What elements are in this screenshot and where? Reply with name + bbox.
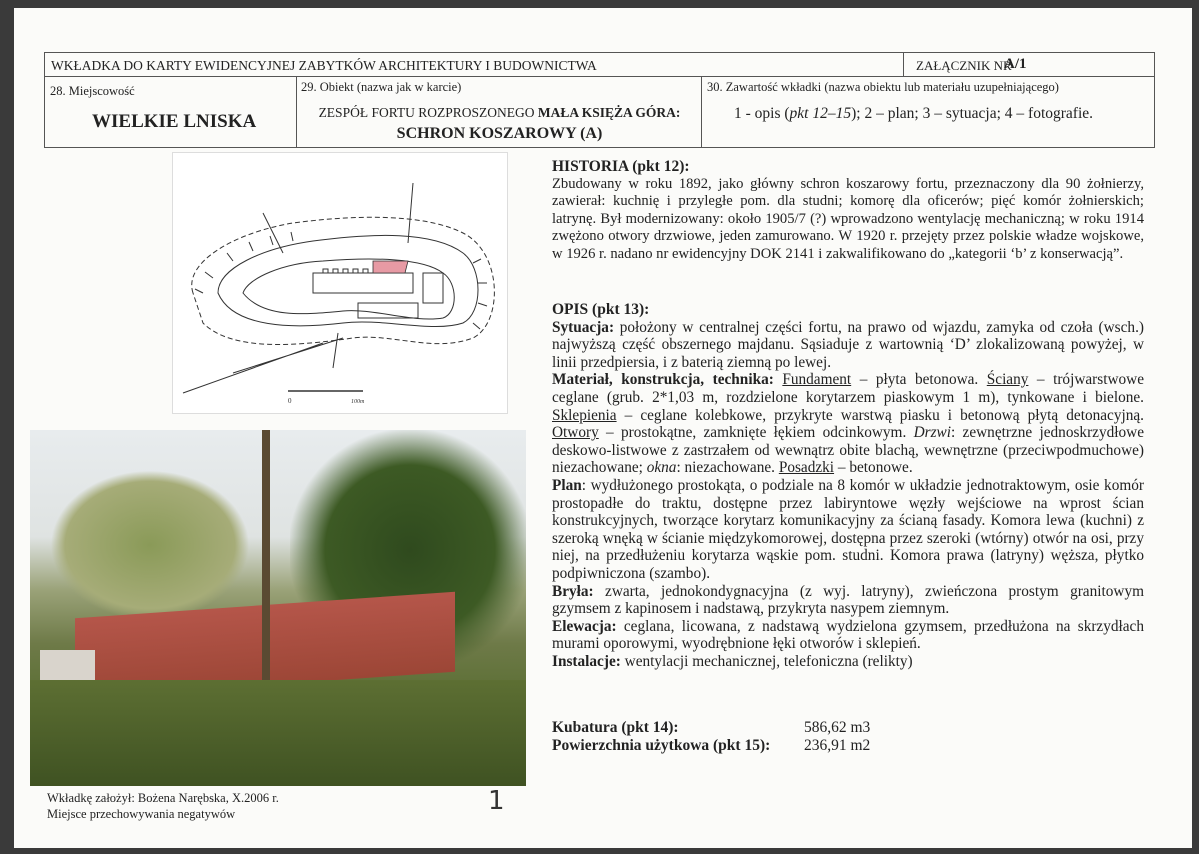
locality-cell	[45, 77, 297, 147]
scale-end: 100m	[351, 399, 365, 405]
opis-paragraph	[552, 618, 1144, 653]
fort-plan-drawing	[172, 152, 508, 414]
opis-paragraph	[552, 477, 1144, 583]
opis-text-segment: – ceglane kolebkowe, przykryte warstwą piasku i betonową płytą detonacyjną.	[616, 406, 1144, 424]
scale-start: 0	[288, 397, 292, 405]
opis-paragraph	[552, 319, 1144, 372]
footer-negatives: Miejsce przechowywania negatywów	[47, 807, 236, 821]
tree-foliage	[50, 470, 250, 620]
object-fort-name: MAŁA KSIĘŻA GÓRA:	[537, 105, 681, 120]
header-table	[44, 52, 1155, 148]
locality-value: WIELKIE LNISKA	[92, 111, 257, 132]
undergrowth	[30, 680, 526, 786]
object-cell	[297, 77, 702, 147]
opis-text-segment: Bryła:	[552, 582, 594, 600]
opis-text-segment: zwarta, jednokondygnacyjna (z wyj. latryny), zwieńczona prostym granitowym gzymsem z kapinosem i nadstawą, przykryta nasypem ziemnym.	[552, 582, 1144, 618]
historia-heading: HISTORIA (pkt 12):	[552, 158, 690, 175]
opis-paragraph	[552, 653, 1144, 671]
powierzchnia-value: 236,91 m2	[804, 737, 871, 754]
opis-paragraph	[552, 371, 1144, 477]
opis-text-segment: Elewacja:	[552, 617, 617, 635]
object-label: 29. Obiekt (nazwa jak w karcie)	[301, 80, 462, 94]
opis-text-segment: ceglana, licowana, z nadstawą wydzielona gzymsem, przedłużona na skrzydłach murami oporowymi, wyodrębnione łęki otworów i sklepień.	[552, 617, 1144, 653]
opis-text-segment: Posadzki	[778, 459, 835, 477]
opis-text-segment: : wydłużonego prostokąta, o podziale na 8 komór w układzie jednotraktowym, osie komór prostopadłe do traktu, dostępne przez labiryntowe węzły wejściowe na wprost ścian konstrukcyjnych, tworzące korytarz komunikacyjny za ścianą fasady. Komora lewa (kuchni) z szeroką wnęką w ścianie międzykomorowej, dostępna przez szeroki (wtórny) otwór na osi, przy niej, na przedłużeniu korytarza wąskie pom. studni. Komora prawa (latryny) węższa, płytko podpiwniczona (szambo).	[552, 476, 1144, 582]
opis-text-segment: – prostokątne, zamknięte łękiem odcinkowym.	[598, 424, 914, 442]
document-page	[14, 8, 1192, 848]
opis-paragraphs	[552, 319, 1144, 671]
opis-text-segment: Ściany	[986, 371, 1029, 389]
opis-text-segment: Sytuacja:	[552, 318, 615, 336]
opis-text-segment: wentylacji mechanicznej, telefoniczna (relikty)	[620, 652, 913, 670]
opis-text-segment: Instalacje:	[552, 652, 621, 670]
attachment-value: A/1	[1004, 56, 1027, 72]
opis-text-segment: Sklepienia	[552, 406, 617, 424]
object-line1	[297, 105, 702, 121]
bunker-photo	[30, 430, 526, 786]
header-title-cell	[45, 53, 904, 77]
object-name: SCHRON KOSZAROWY (A)	[396, 125, 603, 142]
handwritten-page-number: 1	[488, 786, 505, 816]
opis-heading: OPIS (pkt 13):	[552, 301, 650, 318]
footer-author: Wkładkę założył: Bożena Narębska, X.2006 r.	[47, 791, 279, 805]
metrics	[552, 719, 770, 755]
kubatura-value: 586,62 m3	[804, 719, 871, 736]
opis-text-segment: Otwory	[552, 424, 599, 442]
opis-text-segment: – trójwarstwowe ceglane (grub. 2*1,03 m, rozdzielone korytarzem piaskowym 1 m), tynkowane i bielone.	[552, 371, 1144, 406]
historia-text: Zbudowany w roku 1892, jako główny schron koszarowy fortu, przeznaczony dla 90 żołnierzy, zawierał: kuchnię i przyległe pom. dla studni; komorę dla oficerów; pięć komór żołnierskich; latrynę. Był modernizowany: około 1905/7 (?) wprowadzono wentylację mechaniczną; w roku 1914 zwężono otwory drzwiowe, jeden zamurowano. W 1920 r. przejęty przez polskie władze wojskowe, w 1926 r. nadano nr ewidencyjny DOK 2141 i zakwalifikowano do „kategorii ‘b’ z konserwacją”.	[552, 175, 1144, 262]
opis-text-segment: – betonowe.	[834, 459, 913, 477]
opis-text-segment: – płyta betonowa.	[851, 371, 987, 389]
content-value: 1 - opis (pkt 12–15); 2 – plan; 3 – sytuacja; 4 – fotografie.	[734, 105, 1094, 122]
opis-text-segment: Fundament	[782, 371, 852, 389]
opis-text-segment: okna	[646, 459, 677, 477]
opis-text-segment: położony w centralnej części fortu, na prawo od wjazdu, zamyka od czoła (wsch.) najwyższą część obszernego majdanu. Sąsiaduje z wartownią ‘D’ zlokalizowaną powyżej, w linii przedpiersia, i z baterią ziemną po lewej.	[552, 318, 1144, 371]
attachment-label: ZAŁĄCZNIK NR	[916, 58, 1012, 73]
opis-text-segment: Plan	[552, 476, 582, 494]
content-cell	[702, 77, 1154, 147]
attachment-cell	[904, 53, 1154, 77]
form-title: WKŁADKA DO KARTY EWIDENCYJNEJ ZABYTKÓW ARCHITEKTURY I BUDOWNICTWA	[51, 58, 597, 73]
fort-plan-svg	[173, 153, 507, 413]
kubatura-label: Kubatura (pkt 14):	[552, 719, 679, 736]
footer	[47, 790, 279, 822]
object-ensemble: ZESPÓŁ FORTU ROZPROSZONEGO	[318, 105, 535, 120]
historia-section	[552, 158, 1144, 264]
opis-section	[552, 301, 1144, 670]
opis-text-segment: Materiał, konstrukcja, technika:	[552, 371, 774, 389]
opis-text-segment: : zewnętrzne jednoskrzydłowe deskowo-listwowe z zastrzałem od wewnątrz obite blachą, wewnętrzne (przeciwpodmuchowe) niezachowane;	[552, 424, 1144, 477]
opis-text-segment: Drzwi	[913, 424, 951, 442]
tree-trunk	[262, 430, 270, 690]
content-label: 30. Zawartość wkładki (nazwa obiektu lub materiału uzupełniającego)	[707, 80, 1059, 94]
powierzchnia-label: Powierzchnia użytkowa (pkt 15):	[552, 737, 771, 754]
small-building	[40, 650, 95, 680]
metrics-values	[804, 719, 870, 755]
opis-paragraph	[552, 583, 1144, 618]
locality-label: 28. Miejscowość	[50, 84, 135, 98]
opis-text-segment: : niezachowane.	[676, 459, 779, 477]
